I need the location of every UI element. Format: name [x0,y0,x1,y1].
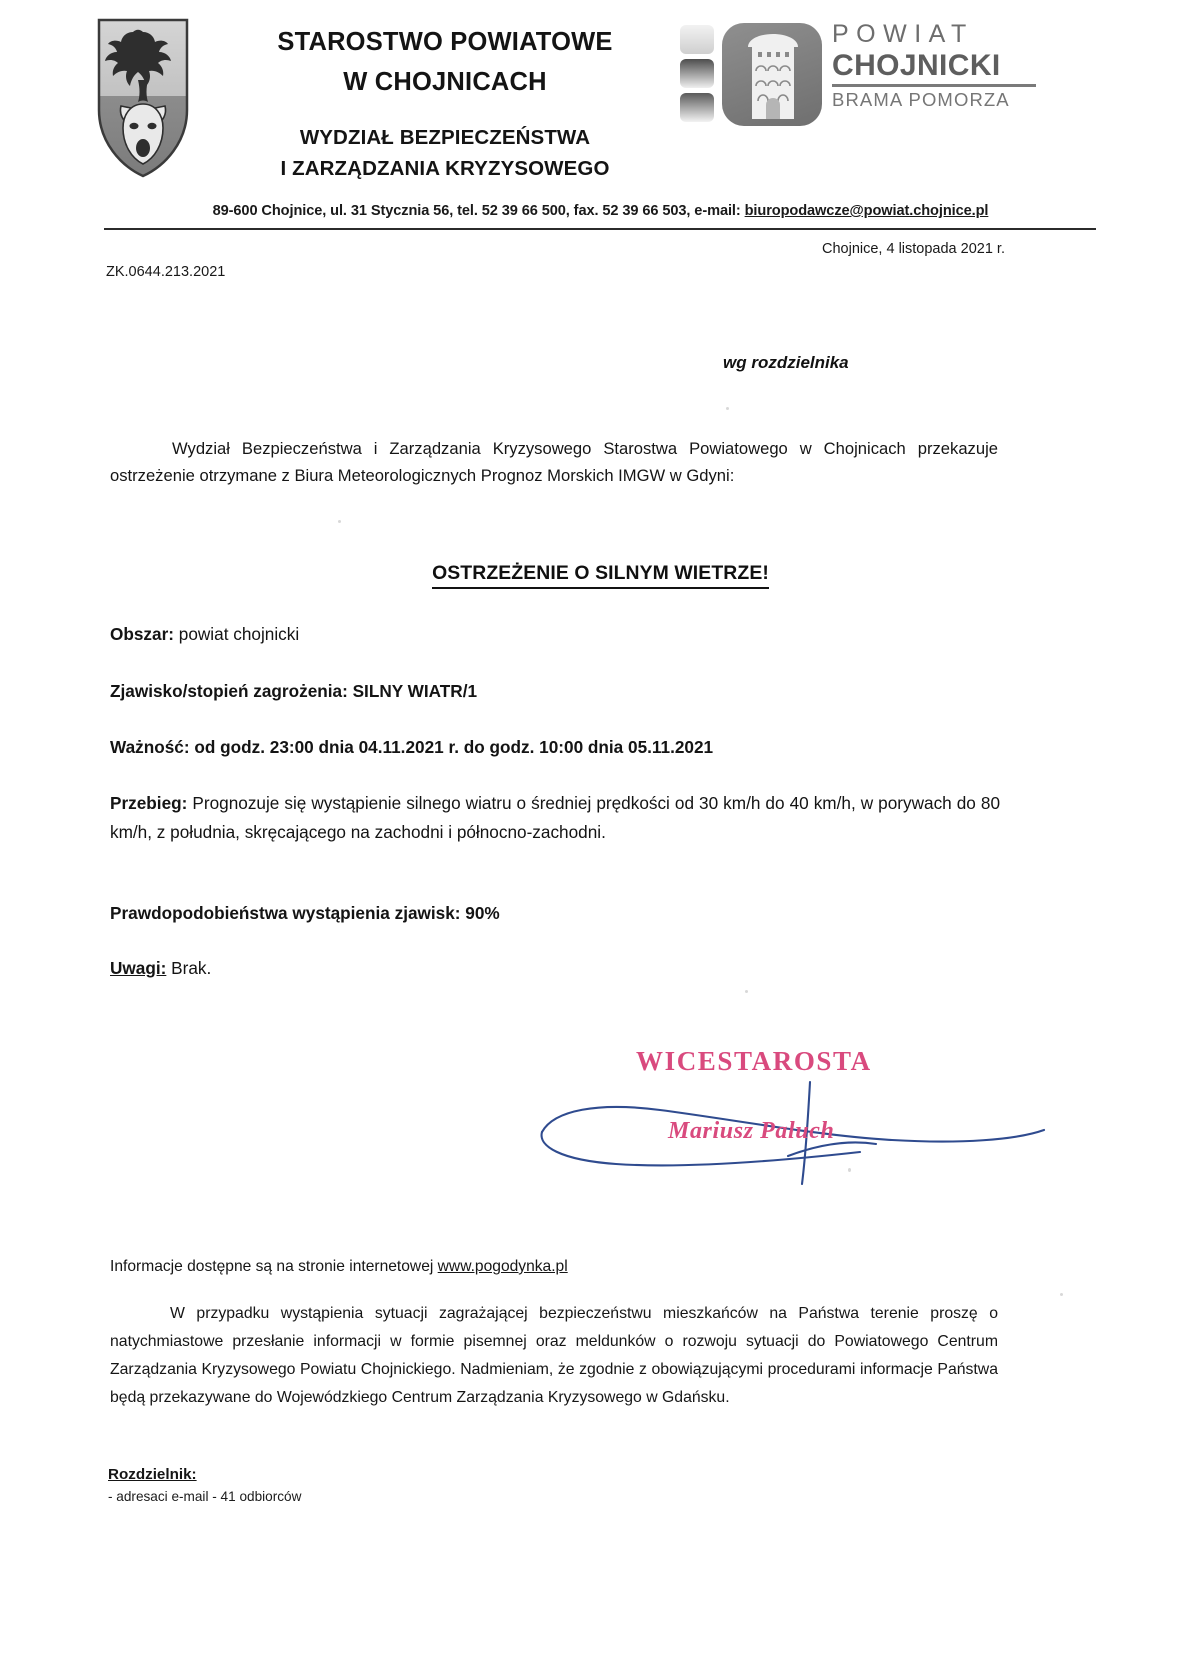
stamp-title: WICESTAROSTA [636,1046,872,1076]
powiat-chojnicki-logo [680,18,1040,138]
place-and-date: Chojnice, 4 listopada 2021 r. [822,241,1005,257]
pogodynka-link[interactable]: www.pogodynka.pl [437,1258,568,1275]
field-remarks [110,954,1000,983]
request-paragraph-text: W przypadku wystąpienia sytuacji zagrażającej bezpieczeństwu mieszkańców na Państwa terenie proszę o natychmiastowe przesłanie informacji w formie pisemnej oraz meldunków o rozwoju sytuacji do Powiatowego Centrum Zarządzania Kryzysowego Powiatu Chojnickiego. Nadmieniam, że zgodnie z obowiązującymi procedurami informacje Państwa będą przekazywane do Wojewódzkiego Centrum Zarządzania Kryzysowego w Gdańsku. [110,1305,998,1406]
coat-of-arms-icon [97,18,189,178]
letterhead [0,0,1201,200]
field-phenomenon-value: SILNY WIATR/1 [352,681,478,701]
field-remarks-label: Uwagi: [110,958,167,978]
field-validity-value: od godz. 23:00 dnia 04.11.2021 r. do godz. 10:00 dnia 05.11.2021 [194,737,714,757]
information-source-line [110,1258,568,1276]
field-course [110,789,1000,847]
field-area [110,620,1000,649]
signatory-name: Mariusz Paluch [668,1118,835,1144]
field-course-label: Przebieg: [110,793,188,813]
office-name-line-1: STAROSTWO POWIATOWE [277,28,613,56]
logo-brama-pomorza-text: BRAMA POMORZA [832,89,1010,110]
intro-paragraph [110,435,998,489]
field-course-value: Prognozuje się wystąpienie silnego wiatru o średniej prędkości od 30 km/h do 40 km/h, w porywach do 80 km/h, z południa, skręcającego na zachodni i północno-zachodni. [110,793,1000,842]
field-probability-value: 90% [465,903,500,923]
request-paragraph [110,1300,998,1412]
logo-squares-icon [680,25,716,127]
information-source-prefix: Informacje dostępne są na stronie internetowej [110,1258,438,1275]
scan-speck [1060,1293,1063,1296]
scan-speck [726,407,729,410]
logo-powiat-text: POWIAT [832,20,974,48]
field-phenomenon-label: Zjawisko/stopień zagrożenia: [110,681,348,701]
contact-address-line [0,203,1201,219]
address-text: 89-600 Chojnice, ul. 31 Stycznia 56, tel. 52 39 66 500, fax. 52 39 66 503, e-mail: [212,203,745,219]
department-line-1: WYDZIAŁ BEZPIECZEŃSTWA [299,126,591,149]
scan-speck [745,990,748,993]
tower-icon [722,23,822,126]
field-phenomenon [110,677,1000,706]
addressee: wg rozdzielnika [723,353,849,372]
warning-title [0,562,1201,585]
field-validity-label: Ważność: [110,737,190,757]
signature-block [520,1035,1080,1195]
reference-number: ZK.0644.213.2021 [106,264,226,280]
scan-speck [848,1168,851,1172]
intro-text: Wydział Bezpieczeństwa i Zarządzania Kryzysowego Starostwa Powiatowego w Chojnicach przekazuje ostrzeżenie otrzymane z Biura Meteorologicznych Prognoz Morskich IMGW w Gdyni: [110,439,998,485]
logo-wordmark [832,20,1042,111]
office-name-line-2: W CHOJNICACH [343,68,547,96]
field-area-label: Obszar: [110,624,174,644]
logo-divider [832,84,1036,87]
field-remarks-value: Brak. [171,958,212,978]
header-divider [104,228,1096,230]
email-address[interactable]: biuropodawcze@powiat.chojnice.pl [744,203,989,219]
warning-title-text: OSTRZEŻENIE O SILNYM WIETRZE! [432,562,769,589]
field-validity [110,733,1000,762]
department-line-2: I ZARZĄDZANIA KRYZYSOWEGO [280,157,610,180]
logo-chojnicki-text: CHOJNICKI [832,49,1001,82]
field-probability-label: Prawdopodobieństwa wystąpienia zjawisk: [110,903,461,923]
scan-speck [338,520,341,523]
distribution-item: - adresaci e-mail - 41 odbiorców [108,1489,302,1504]
organization-titles [210,22,680,184]
distribution-title: Rozdzielnik: [108,1466,197,1483]
field-probability [110,899,1000,928]
field-area-value: powiat chojnicki [178,624,300,644]
